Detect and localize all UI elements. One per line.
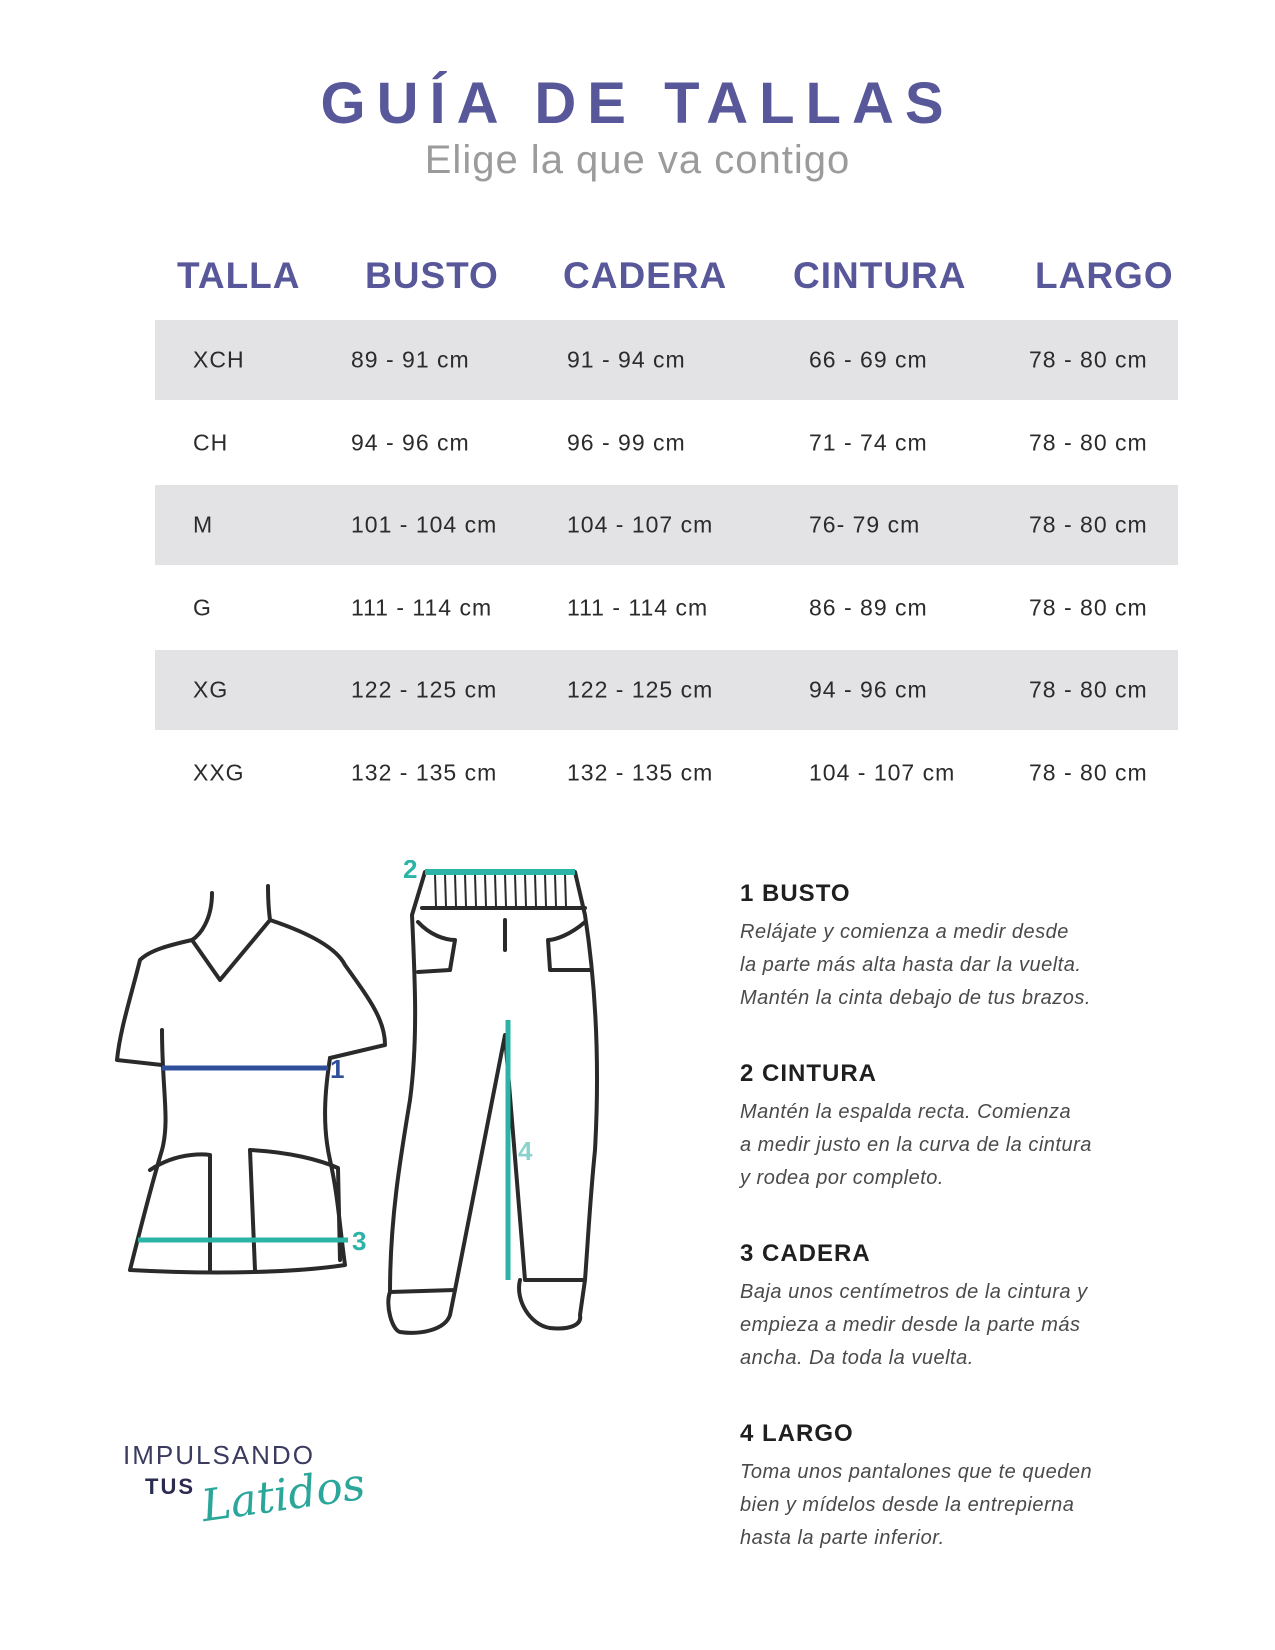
cell-busto: 89 - 91 cm	[351, 346, 470, 373]
header-busto: BUSTO	[365, 255, 499, 296]
cell-busto: 111 - 114 cm	[351, 594, 493, 620]
cell-talla: XG	[193, 676, 229, 703]
cell-largo: 78 - 80 cm	[1029, 429, 1148, 455]
cell-cadera: 132 - 135 cm	[567, 759, 714, 785]
instruction-busto	[740, 880, 1160, 1015]
instruction-title: 3 CADERA	[740, 1240, 871, 1267]
waistband-ribs	[435, 874, 566, 906]
cell-talla: XCH	[193, 346, 245, 373]
logo-line-impulsando: IMPULSANDO	[123, 1440, 315, 1470]
logo-line-tus: TUS	[145, 1474, 195, 1499]
garment-illustration	[100, 860, 660, 1400]
cell-cintura: 71 - 74 cm	[809, 429, 928, 455]
table-row	[155, 650, 1178, 730]
cell-cintura: 104 - 107 cm	[809, 759, 956, 785]
page-subtitle: Elige la que va contigo	[424, 138, 851, 182]
cell-cintura: 94 - 96 cm	[809, 676, 928, 703]
instruction-title: 1 BUSTO	[740, 880, 851, 907]
cell-cadera: 104 - 107 cm	[567, 511, 714, 538]
table-row	[155, 730, 1178, 815]
table-row	[155, 320, 1178, 400]
cell-largo: 78 - 80 cm	[1029, 594, 1148, 620]
scrub-pants-drawing	[388, 872, 597, 1333]
header-talla: TALLA	[177, 255, 301, 296]
cell-talla: G	[193, 594, 212, 620]
instruction-title: 2 CINTURA	[740, 1060, 878, 1087]
instruction-largo	[740, 1420, 1160, 1555]
instruction-text: Relájate y comienza a medir desde la parte más alta hasta dar la vuelta. Mantén la cinta debajo de tus brazos.	[740, 921, 1091, 1009]
cell-largo: 78 - 80 cm	[1029, 759, 1148, 785]
waist-marker: 2	[403, 860, 418, 884]
cell-cintura: 86 - 89 cm	[809, 594, 928, 620]
table-row	[155, 485, 1178, 565]
cell-cadera: 122 - 125 cm	[567, 676, 714, 703]
bust-marker: 1	[330, 1054, 345, 1084]
logo-script-latidos: Latidos	[198, 1458, 369, 1533]
scrub-top-drawing	[117, 886, 385, 1272]
cell-cintura: 66 - 69 cm	[809, 346, 928, 373]
hip-marker: 3	[352, 1226, 367, 1256]
header-cadera: CADERA	[563, 255, 728, 296]
cell-busto: 94 - 96 cm	[351, 429, 470, 455]
size-table	[155, 255, 1178, 815]
cell-busto: 101 - 104 cm	[351, 511, 498, 538]
instruction-cintura	[740, 1060, 1160, 1195]
table-row	[155, 400, 1178, 485]
cell-cadera: 96 - 99 cm	[567, 429, 686, 455]
cell-largo: 78 - 80 cm	[1029, 511, 1148, 538]
instruction-cadera	[740, 1240, 1160, 1375]
cell-largo: 78 - 80 cm	[1029, 346, 1148, 373]
length-marker: 4	[518, 1136, 533, 1166]
header-cintura: CINTURA	[793, 255, 967, 296]
cell-cintura: 76- 79 cm	[809, 511, 921, 538]
cell-talla: XXG	[193, 759, 245, 785]
brand-logo	[123, 1440, 369, 1550]
page-title: GUÍA DE TALLAS	[320, 71, 955, 136]
table-row	[155, 565, 1178, 650]
cell-cadera: 111 - 114 cm	[567, 594, 709, 620]
instruction-text: Toma unos pantalones que te queden bien y mídelos desde la entrepierna hasta la parte inferior.	[740, 1461, 1093, 1549]
cell-talla: CH	[193, 429, 229, 455]
table-header	[155, 255, 1178, 320]
cell-largo: 78 - 80 cm	[1029, 676, 1148, 703]
cell-busto: 122 - 125 cm	[351, 676, 498, 703]
instruction-text: Mantén la espalda recta. Comienza a medir justo en la curva de la cintura y rodea por completo.	[740, 1101, 1092, 1189]
cell-cadera: 91 - 94 cm	[567, 346, 686, 373]
instruction-text: Baja unos centímetros de la cintura y empieza a medir desde la parte más ancha. Da toda la vuelta.	[740, 1281, 1088, 1369]
cell-talla: M	[193, 511, 214, 538]
header-largo: LARGO	[1035, 255, 1174, 296]
instruction-title: 4 LARGO	[740, 1420, 854, 1447]
cell-busto: 132 - 135 cm	[351, 759, 498, 785]
